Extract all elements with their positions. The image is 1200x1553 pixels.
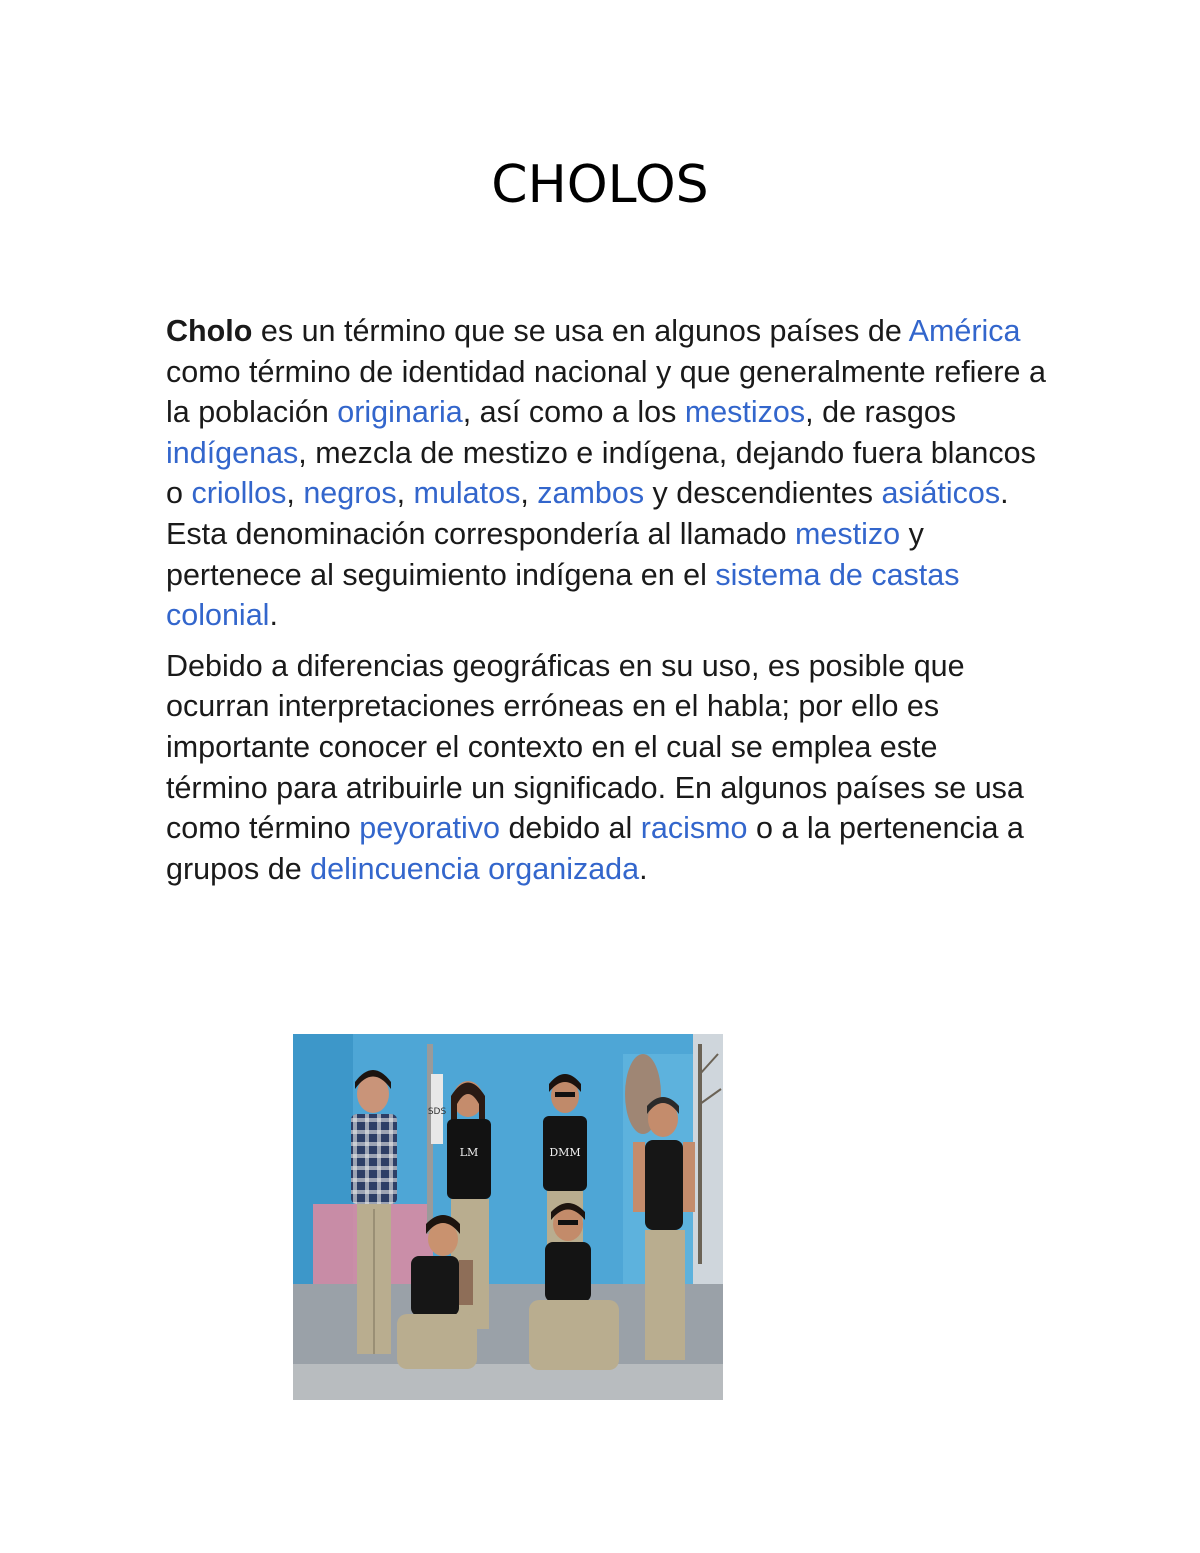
term-bold: Cholo: [166, 314, 253, 348]
text-run: , así como a los: [462, 395, 685, 430]
text-run: ,: [286, 476, 304, 511]
group-photo: [293, 1034, 723, 1400]
text-run: y pertenece al seguimiento indígena en el: [166, 516, 924, 592]
text-run: ,: [396, 476, 414, 511]
sunglasses: [555, 1092, 575, 1097]
link-indigenas[interactable]: indígenas: [166, 435, 299, 470]
text-run: Debido a diferencias geográficas en su uso, es posible que ocurran interpretaciones erróneas en el habla; por ello es importante conocer el contexto en el cual se emplea este término para atribuirle un significado. En algunos países se usa como término: [166, 648, 1024, 846]
shirt-text-right: DMM: [549, 1146, 581, 1159]
text-run: como término de identidad nacional y que generalmente refiere a la población: [166, 354, 1046, 430]
tree-trunk: [698, 1044, 702, 1264]
link-originaria[interactable]: originaria: [337, 395, 463, 430]
sunglasses: [558, 1220, 578, 1225]
link-america[interactable]: América: [908, 314, 1021, 348]
document-title: CHOLOS: [491, 155, 709, 215]
text-run: . Esta denominación correspondería al llamado: [166, 476, 1009, 551]
text-run: debido al: [499, 811, 641, 846]
text-run: o a la pertenencia a grupos de: [166, 811, 1024, 886]
sign-text: SDS: [427, 1107, 447, 1117]
link-delincuencia-organizada[interactable]: delincuencia organizada: [310, 851, 640, 886]
paragraph-2: [166, 646, 1046, 890]
text-run: , de rasgos: [805, 395, 957, 430]
group-photo-illustration: [293, 1034, 723, 1400]
paragraph-1: [166, 311, 1046, 636]
text-run: .: [269, 598, 278, 633]
link-sistema-de-castas[interactable]: sistema de castas colonial: [166, 557, 960, 633]
link-asiaticos[interactable]: asiáticos: [881, 476, 1001, 511]
text-run: ,: [520, 476, 538, 511]
ground: [293, 1364, 723, 1400]
shirt-text-left: LM: [459, 1146, 479, 1159]
text-run: y descendientes: [644, 476, 882, 511]
link-negros[interactable]: negros: [303, 476, 397, 511]
text-run: .: [639, 851, 648, 886]
text-run: es un término que se usa en algunos países de: [252, 314, 909, 348]
link-zambos[interactable]: zambos: [537, 476, 645, 511]
link-racismo[interactable]: racismo: [640, 811, 748, 846]
link-mestizo[interactable]: mestizo: [795, 516, 901, 551]
document-body: [166, 311, 1046, 889]
link-peyorativo[interactable]: peyorativo: [359, 811, 500, 846]
link-mulatos[interactable]: mulatos: [413, 476, 521, 511]
link-criollos[interactable]: criollos: [191, 476, 287, 511]
text-run: , mezcla de mestizo e indígena, dejando fuera blancos o: [166, 435, 1036, 511]
link-mestizos[interactable]: mestizos: [684, 395, 806, 430]
